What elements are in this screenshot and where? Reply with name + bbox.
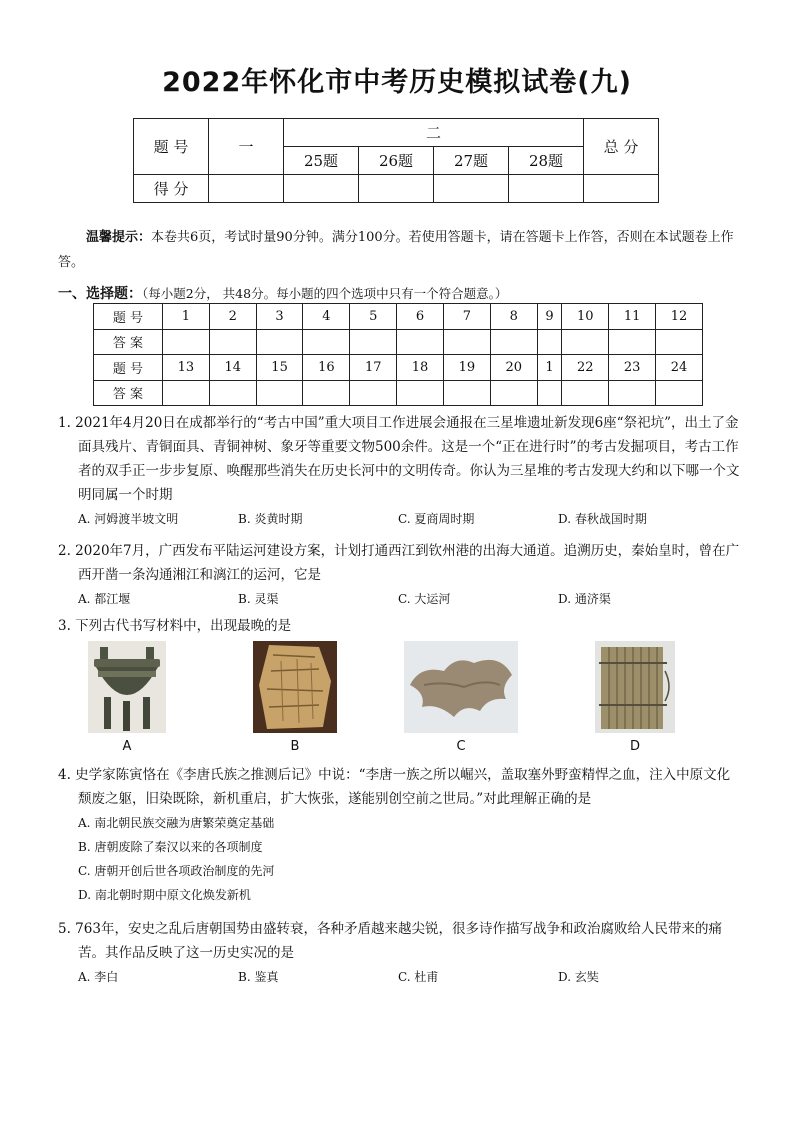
answer-cell[interactable]: [350, 329, 397, 355]
score-cell[interactable]: [584, 175, 659, 203]
question-number-cell: 6: [397, 304, 444, 330]
bamboo-slips-image: [595, 641, 675, 733]
answer-row-answer-label: 答 案: [94, 380, 163, 406]
options: [58, 587, 742, 611]
image-label: D: [629, 739, 640, 754]
score-header-question: 题 号: [134, 119, 209, 175]
question-stem: 4. 史学家陈寅恪在《李唐氏族之推测后记》中说：“李唐一族之所以崛兴，盖取塞外野蛮精悍之血，注入中原文化颓废之躯，旧染既除，新机重启，扩大恢张，遂能别创空前之世局。”对此理解正确的是: [58, 767, 731, 807]
question-number-cell: 20: [490, 355, 537, 381]
question-number-cell: 14: [209, 355, 256, 381]
question-3: [58, 614, 742, 638]
answer-cell[interactable]: [350, 380, 397, 406]
score-subheader-28: 28题: [509, 147, 584, 175]
question-number-cell: 16: [303, 355, 350, 381]
exam-tip: [58, 225, 738, 275]
question-number-cell: 24: [656, 355, 703, 381]
question-number-cell: 15: [256, 355, 303, 381]
answer-cell[interactable]: [397, 380, 444, 406]
question-4: [58, 763, 742, 907]
option-b[interactable]: B. 灵渠: [238, 592, 279, 606]
tip-text: 本卷共6页，考试时量90分钟。满分100分。若使用答题卡，请在答题卡上作答，否则在本试题卷上作答。: [58, 230, 734, 270]
options: [58, 811, 742, 907]
answer-cell[interactable]: [537, 380, 562, 406]
question-number-cell: 22: [562, 355, 609, 381]
question-1: [58, 411, 742, 531]
answer-row-question-label: 题 号: [94, 355, 163, 381]
question-number-cell: 5: [350, 304, 397, 330]
score-cell[interactable]: [509, 175, 584, 203]
question-number-cell: 10: [562, 304, 609, 330]
section-heading: [58, 283, 507, 303]
score-subheader-26: 26题: [359, 147, 434, 175]
answer-cell[interactable]: [303, 380, 350, 406]
section-label: 一、选择题：: [58, 286, 142, 302]
option-a[interactable]: A. 南北朝民族交融为唐繁荣奠定基础: [78, 816, 275, 830]
question-number-cell: 2: [209, 304, 256, 330]
answer-cell[interactable]: [163, 380, 210, 406]
paper-fragment-image: [404, 641, 518, 733]
answer-cell[interactable]: [163, 329, 210, 355]
question-stem: 2. 2020年7月，广西发布平陆运河建设方案，计划打通西江到钦州港的出海大通道。追溯历史，秦始皇时，曾在广西开凿一条沟通湘江和漓江的运河，它是: [58, 543, 740, 583]
option-b[interactable]: B. 唐朝废除了秦汉以来的各项制度: [78, 840, 263, 854]
question-stem: 5. 763年，安史之乱后唐朝国势由盛转衰，各种矛盾越来越尖锐，很多诗作描写战争和政治腐败给人民带来的痛苦。其作品反映了这一历史实况的是: [58, 921, 722, 961]
question-5: [58, 917, 742, 989]
answer-cell[interactable]: [443, 329, 490, 355]
answer-cell[interactable]: [656, 329, 703, 355]
answer-cell[interactable]: [209, 380, 256, 406]
score-cell[interactable]: [359, 175, 434, 203]
image-label: A: [122, 739, 132, 754]
answer-cell[interactable]: [256, 380, 303, 406]
option-d[interactable]: D. 南北朝时期中原文化焕发新机: [78, 888, 251, 902]
image-option-a[interactable]: [88, 641, 166, 754]
option-c[interactable]: C. 唐朝开创后世各项政治制度的先河: [78, 864, 275, 878]
answer-cell[interactable]: [303, 329, 350, 355]
score-header-one: 一: [209, 119, 284, 175]
answer-cell[interactable]: [562, 329, 609, 355]
answer-cell[interactable]: [609, 380, 656, 406]
tip-label: 温馨提示：: [86, 230, 152, 245]
image-label: C: [456, 739, 466, 754]
score-header-total: 总 分: [584, 119, 659, 175]
option-b[interactable]: B. 炎黄时期: [238, 512, 303, 526]
question-number-cell: 3: [256, 304, 303, 330]
answer-row-question-label: 题 号: [94, 304, 163, 330]
option-d[interactable]: D. 玄奘: [558, 970, 599, 984]
answer-cell[interactable]: [209, 329, 256, 355]
oracle-bone-image: [253, 641, 337, 733]
question-number-cell: 17: [350, 355, 397, 381]
answer-cell[interactable]: [537, 329, 562, 355]
question-number-cell: 1: [537, 355, 562, 381]
score-header-two: 二: [284, 119, 584, 147]
question-2: [58, 539, 742, 611]
option-c[interactable]: C. 大运河: [398, 592, 451, 606]
option-c[interactable]: C. 夏商周时期: [398, 512, 475, 526]
score-row-label: 得 分: [134, 175, 209, 203]
question-number-cell: 7: [443, 304, 490, 330]
option-d[interactable]: D. 通济渠: [558, 592, 611, 606]
answer-cell[interactable]: [609, 329, 656, 355]
section-note: （每小题2分， 共48分。每小题的四个选项中只有一个符合题意。）: [142, 286, 508, 301]
option-a[interactable]: A. 都江堰: [78, 592, 131, 606]
answer-cell[interactable]: [490, 329, 537, 355]
question-number-cell: 9: [537, 304, 562, 330]
question-number-cell: 11: [609, 304, 656, 330]
question-3-images: [58, 641, 742, 761]
page-title: 2022年怀化市中考历史模拟试卷(九): [162, 67, 632, 98]
image-label: B: [290, 739, 300, 754]
question-number-cell: 4: [303, 304, 350, 330]
question-number-cell: 12: [656, 304, 703, 330]
options: [58, 507, 742, 531]
options: [58, 965, 742, 989]
answer-cell[interactable]: [656, 380, 703, 406]
option-a[interactable]: A. 李白: [78, 970, 119, 984]
score-cell[interactable]: [434, 175, 509, 203]
answer-cell[interactable]: [490, 380, 537, 406]
score-subheader-27: 27题: [434, 147, 509, 175]
answer-cell[interactable]: [256, 329, 303, 355]
question-stem: 3. 下列古代书写材料中，出现最晚的是: [58, 618, 292, 634]
answer-table: [93, 303, 703, 406]
question-number-cell: 23: [609, 355, 656, 381]
image-option-d[interactable]: [595, 641, 675, 754]
question-number-cell: 19: [443, 355, 490, 381]
answer-cell[interactable]: [397, 329, 444, 355]
score-cell[interactable]: [284, 175, 359, 203]
image-option-c[interactable]: [404, 641, 518, 754]
question-number-cell: 8: [490, 304, 537, 330]
option-b[interactable]: B. 鉴真: [238, 970, 279, 984]
option-a[interactable]: A. 河姆渡半坡文明: [78, 512, 179, 526]
bronze-ding-image: [88, 641, 166, 733]
answer-cell[interactable]: [443, 380, 490, 406]
question-number-cell: 13: [163, 355, 210, 381]
score-cell[interactable]: [209, 175, 284, 203]
answer-row-answer-label: 答 案: [94, 329, 163, 355]
image-option-b[interactable]: [253, 641, 337, 754]
question-stem: 1. 2021年4月20日在成都举行的“考古中国”重大项目工作进展会通报在三星堆遗址新发现6座“祭祀坑”，出土了金面具残片、青铜面具、青铜神树、象牙等重要文物500余件。这是一个“正在进行时”的考古发掘项目，考古工作者的双手正一步步复原、唤醒那些消失在历史长河中的文明传奇。你认为三星堆的考古发现大约和以下哪一个文明同属一个时期: [58, 415, 740, 503]
option-d[interactable]: D. 春秋战国时期: [558, 512, 647, 526]
score-subheader-25: 25题: [284, 147, 359, 175]
answer-cell[interactable]: [562, 380, 609, 406]
score-table: [133, 118, 659, 203]
question-number-cell: 18: [397, 355, 444, 381]
option-c[interactable]: C. 杜甫: [398, 970, 439, 984]
question-number-cell: 1: [163, 304, 210, 330]
